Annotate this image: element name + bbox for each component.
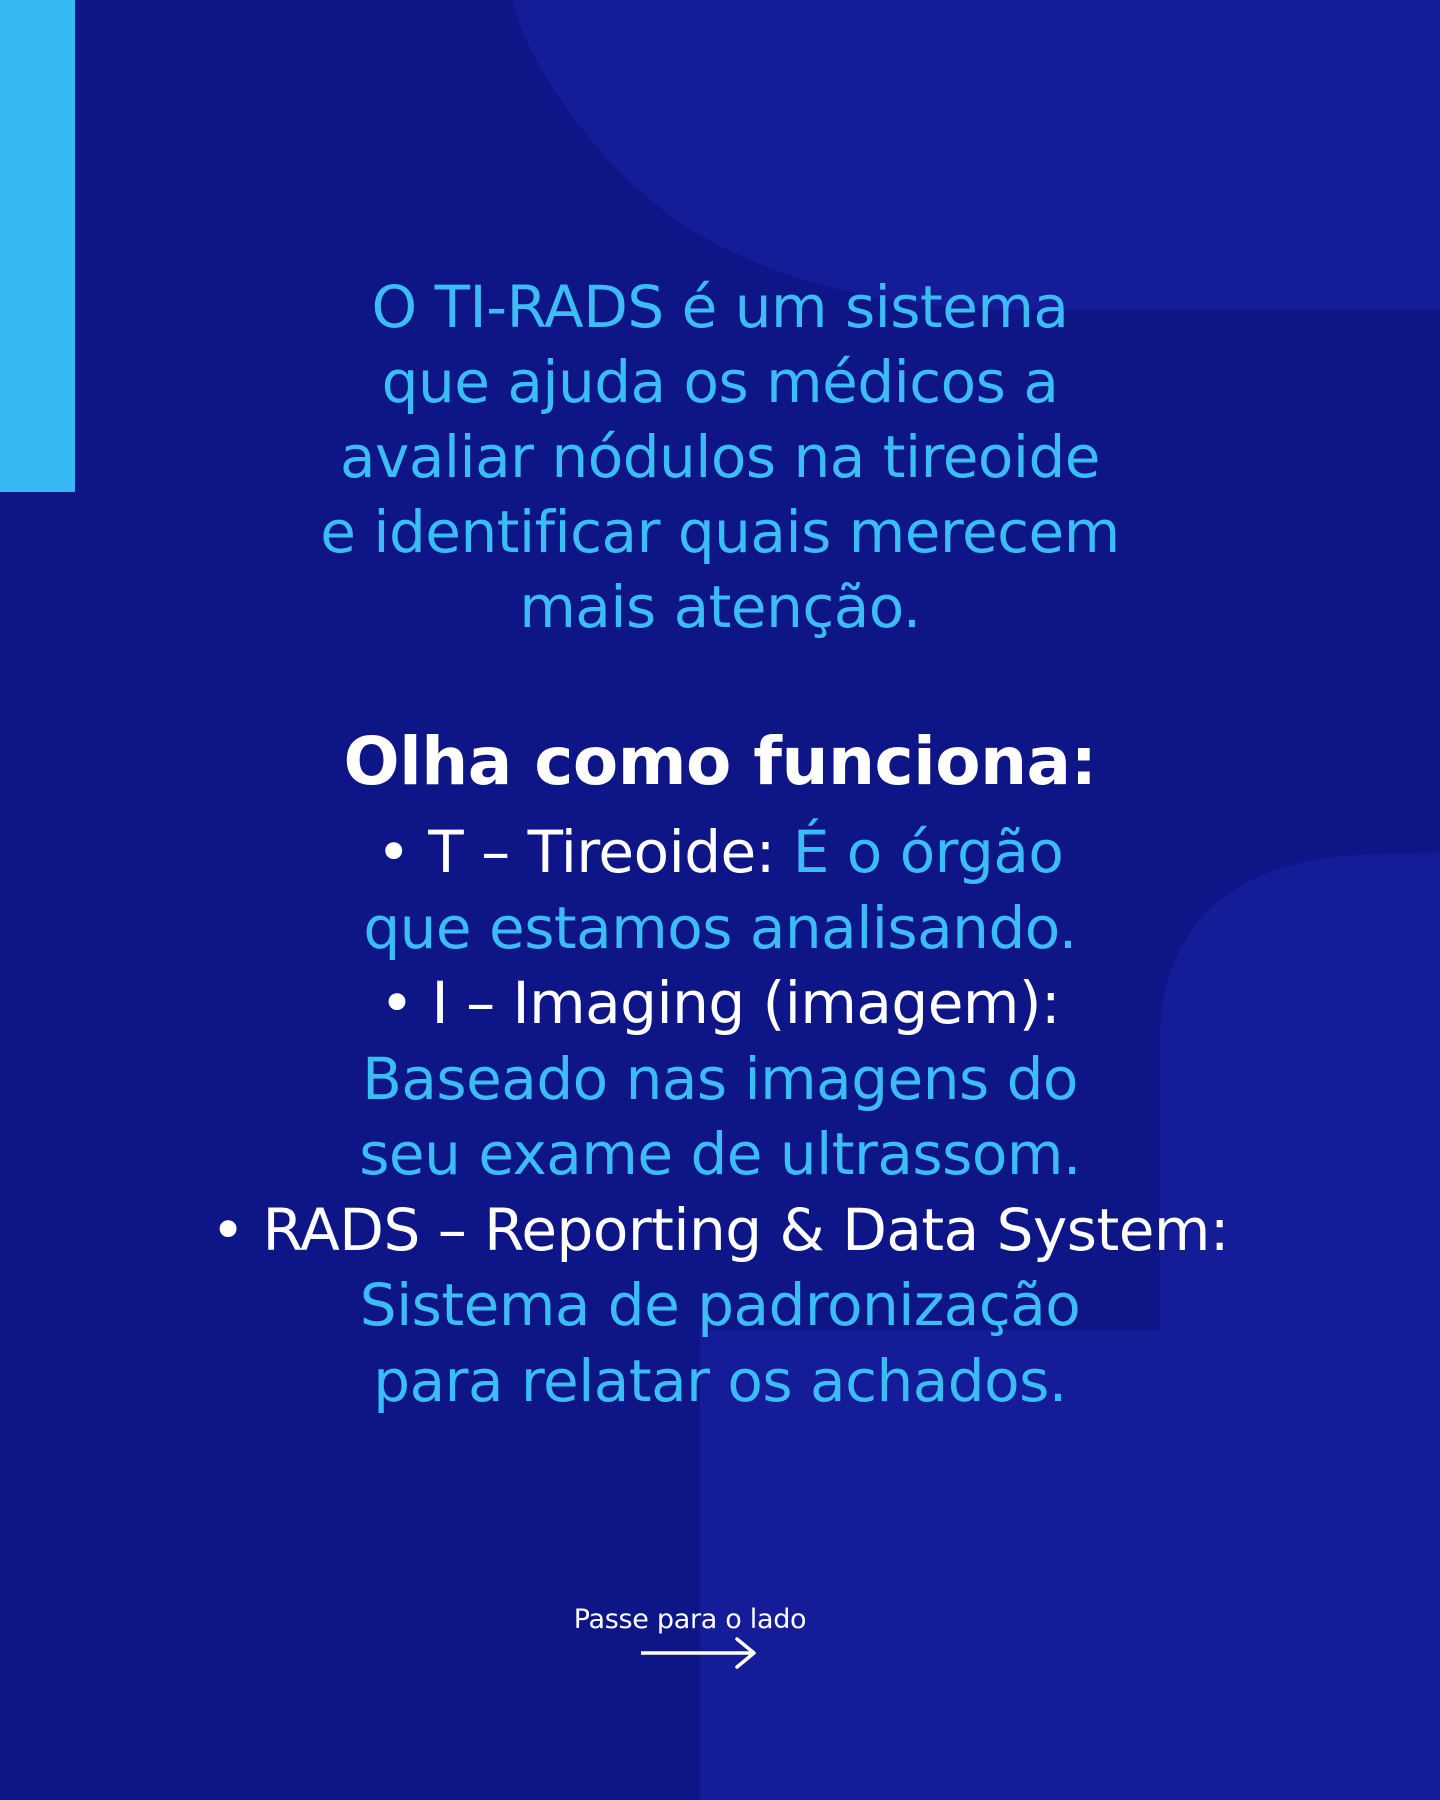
acronym-list	[120, 815, 1320, 1419]
item-desc: Sistema de padronização	[359, 1271, 1081, 1339]
arrow-right-icon	[641, 1636, 761, 1670]
list-item-i	[120, 966, 1320, 1193]
item-term: • RADS – Reporting & Data System:	[211, 1195, 1229, 1264]
item-desc: seu exame de ultrassom.	[359, 1120, 1081, 1188]
item-desc-inline: É o órgão	[792, 818, 1064, 886]
intro-paragraph	[200, 270, 1240, 645]
list-item-t	[120, 815, 1320, 966]
item-term: • I – Imaging (imagem):	[379, 969, 1061, 1037]
section-heading: Olha como funciona:	[343, 723, 1097, 800]
item-term: • T – Tireoide:	[376, 818, 775, 886]
list-item-rads	[120, 1193, 1320, 1420]
intro-line: avaliar nódulos na tireoide	[340, 423, 1100, 491]
item-term-line	[120, 815, 1320, 891]
intro-line: e identificar quais merecem	[320, 498, 1120, 566]
accent-bar	[0, 0, 75, 492]
item-desc: para relatar os achados.	[373, 1346, 1067, 1415]
swipe-label: Passe para o lado	[573, 1604, 807, 1635]
item-desc: que estamos analisando.	[363, 893, 1077, 962]
intro-line: mais atenção.	[519, 573, 921, 641]
intro-line: O TI-RADS é um sistema	[371, 273, 1069, 341]
bg-shape-upper	[512, 0, 1440, 310]
swipe-next-button[interactable]	[565, 1602, 885, 1672]
intro-line: que ajuda os médicos a	[381, 348, 1059, 416]
item-desc: Baseado nas imagens do	[362, 1044, 1078, 1113]
